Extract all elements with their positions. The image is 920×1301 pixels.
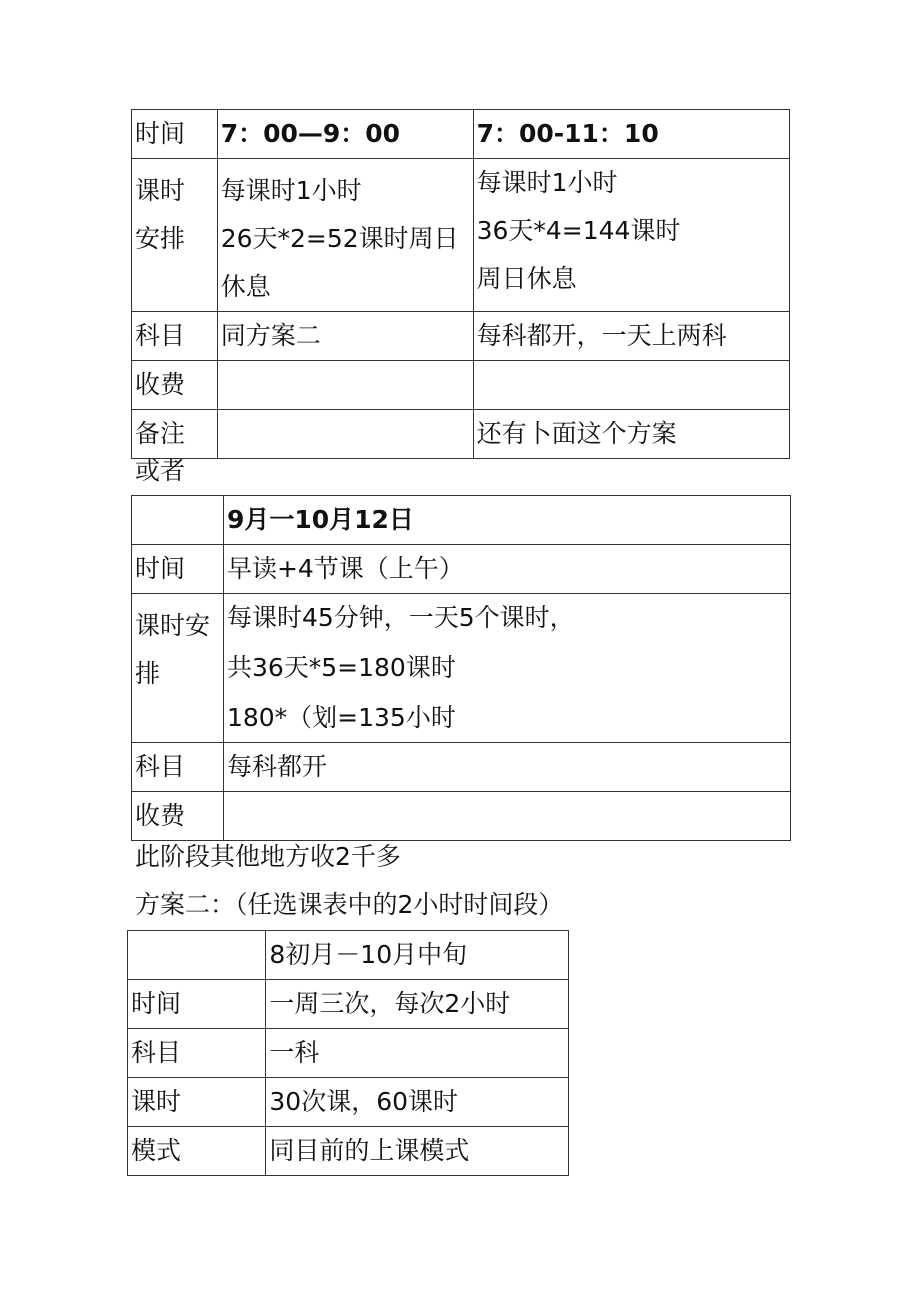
cell-date-range: 9月一10月12日 (223, 496, 790, 545)
cell-hours-b: 每课时1小时 36天*4=144课时 周日休息 (473, 159, 789, 312)
row-label-time: 时间 (132, 110, 218, 159)
row-label-time: 时间 (128, 980, 266, 1029)
cell-period: 8初月－10月中旬 (266, 931, 569, 980)
cell-time-b: 7：00-11：10 (473, 110, 789, 159)
cell-subject-a: 同方案二 (217, 312, 473, 361)
row-label-subject: 科目 (132, 743, 224, 792)
row-label-fee: 收费 (132, 792, 224, 841)
cell-remark-a (217, 410, 473, 459)
note-other-places: 此阶段其他地方收2千多 (135, 842, 401, 871)
schedule-table-1 (131, 109, 790, 459)
row-label-subject: 科目 (128, 1029, 266, 1078)
caption-or: 或者 (135, 456, 186, 485)
row-label-mode: 模式 (128, 1127, 266, 1176)
row-label-remark: 备注 (132, 410, 218, 459)
schedule-table-2 (131, 495, 791, 841)
cell-subject: 一科 (266, 1029, 569, 1078)
row-label-fee: 收费 (132, 361, 218, 410)
row-label-time: 时间 (132, 545, 224, 594)
cell-fee-a (217, 361, 473, 410)
cell-mode: 同目前的上课模式 (266, 1127, 569, 1176)
plan2-title: 方案二：（任选课表中的2小时时间段） (135, 890, 564, 919)
row-label-hours: 课时 安排 (132, 159, 218, 312)
cell-time-a: 7：00—9：00 (217, 110, 473, 159)
cell-subject-b: 每科都开，一天上两科 (473, 312, 789, 361)
plan2-table (127, 930, 569, 1176)
row-label-hours: 课时安 排 (132, 594, 224, 743)
row-label-empty (128, 931, 266, 980)
cell-subject: 每科都开 (223, 743, 790, 792)
cell-hours: 每课时45分钟，一天5个课时， 共36天*5=180课时 180*（划=135小时 (223, 594, 790, 743)
cell-fee-b (473, 361, 789, 410)
row-label-hours: 课时 (128, 1078, 266, 1127)
row-label-subject: 科目 (132, 312, 218, 361)
cell-remark-b: 还有卜面这个方案 (473, 410, 789, 459)
cell-fee (223, 792, 790, 841)
cell-time: 早读+4节课（上午） (223, 545, 790, 594)
cell-frequency: 一周三次，每次2小时 (266, 980, 569, 1029)
row-label-empty (132, 496, 224, 545)
cell-hours: 30次课，60课时 (266, 1078, 569, 1127)
cell-hours-a: 每课时1小时 26天*2=52课时周日 休息 (217, 159, 473, 312)
